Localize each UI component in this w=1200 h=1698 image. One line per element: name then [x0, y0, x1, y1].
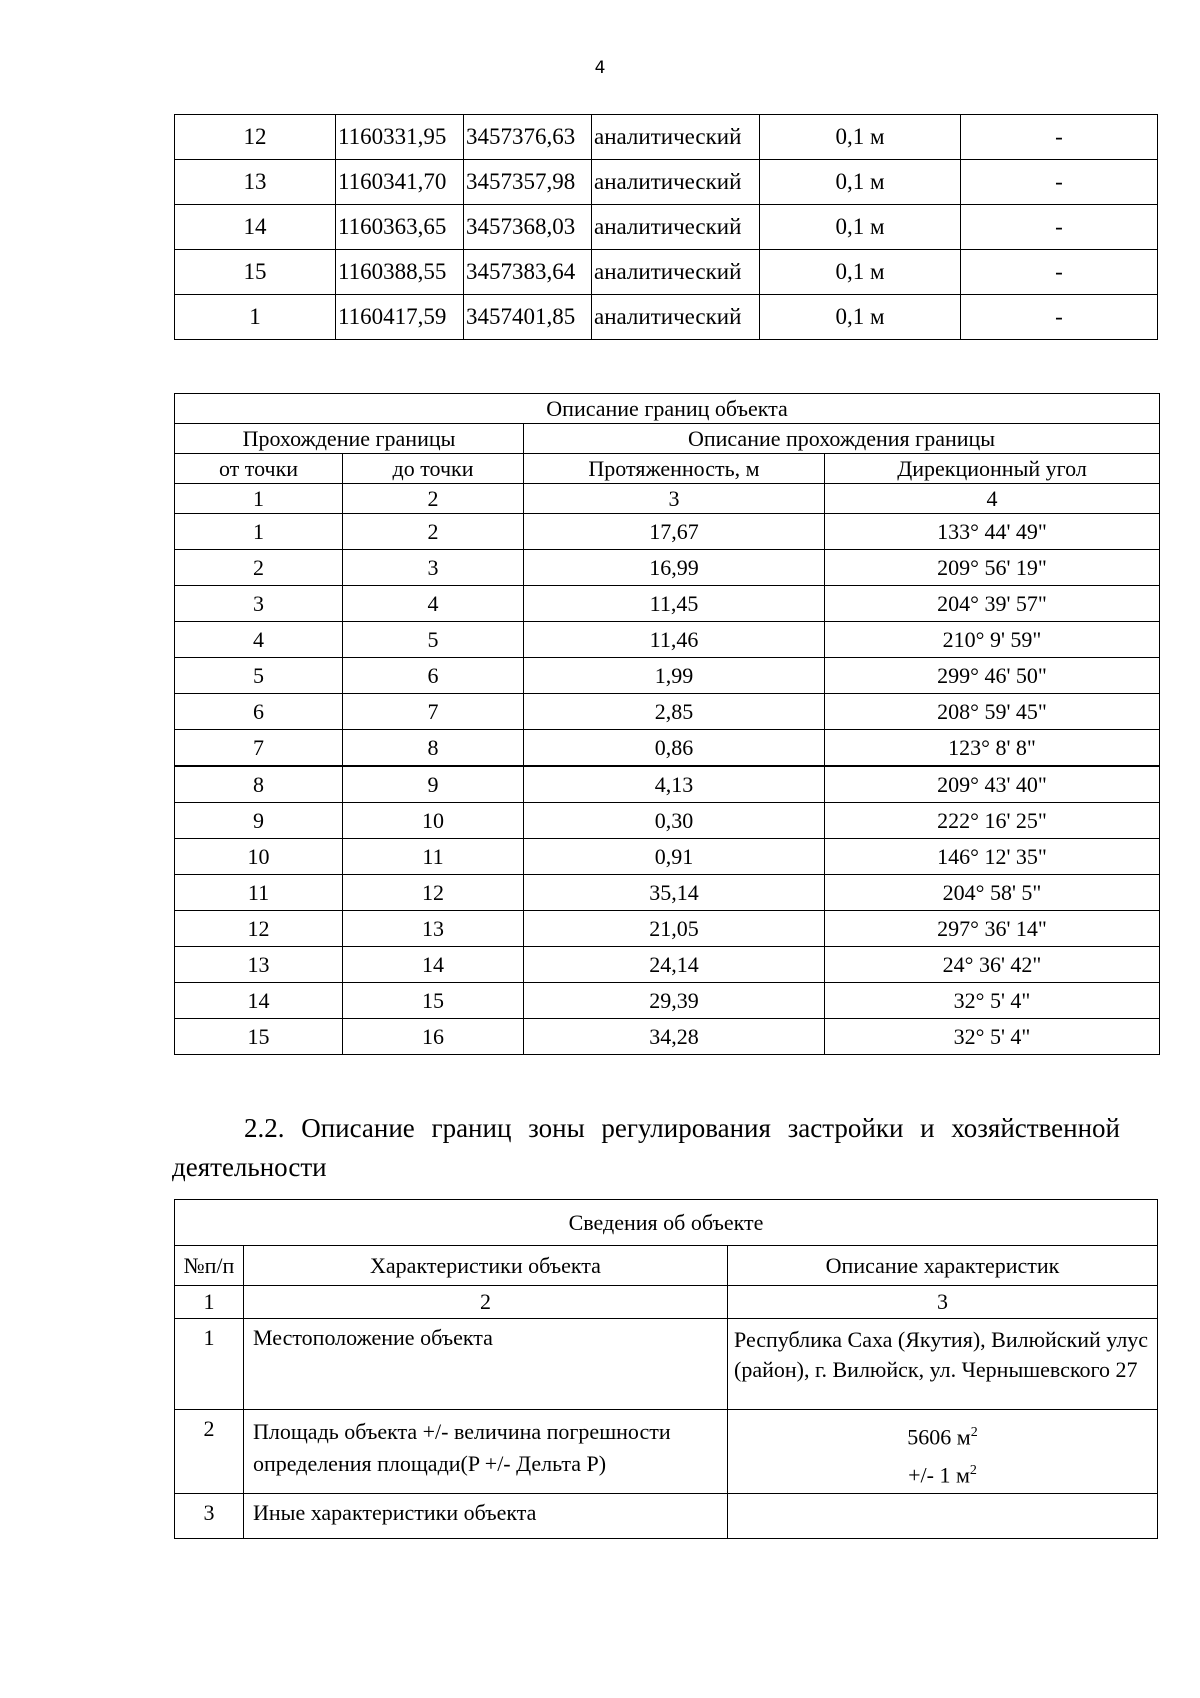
table-cell: 5 [175, 658, 343, 694]
col-from-header: от точки [175, 454, 343, 484]
table-cell: аналитический [592, 160, 760, 205]
boundaries-group-left: Прохождение границы [175, 424, 524, 454]
table-cell: аналитический [592, 295, 760, 340]
row-number: 2 [175, 1410, 244, 1494]
table-cell: 1160388,55 [336, 250, 464, 295]
table-cell: 10 [343, 803, 524, 839]
table-cell: 13 [175, 160, 336, 205]
table-row [175, 550, 1160, 586]
table-cell: - [961, 115, 1158, 160]
table-cell: 17,67 [524, 514, 825, 550]
col-angle-header: Дирекционный угол [825, 454, 1160, 484]
col-number: 1 [175, 484, 343, 514]
table-cell: 0,86 [524, 730, 825, 767]
table-cell: 7 [343, 694, 524, 730]
table-cell: 15 [175, 1019, 343, 1055]
object-info-table [174, 1199, 1158, 1539]
table-cell: 15 [175, 250, 336, 295]
col-number: 4 [825, 484, 1160, 514]
characteristic-label: Местоположение объекта [244, 1319, 728, 1410]
table-cell: 9 [175, 803, 343, 839]
table-cell: - [961, 295, 1158, 340]
page-number: 4 [594, 58, 606, 78]
table-cell: 8 [175, 766, 343, 803]
table-cell: 1160417,59 [336, 295, 464, 340]
table-cell: 133° 44' 49" [825, 514, 1160, 550]
area-description [728, 1410, 1158, 1494]
table-cell: 12 [343, 875, 524, 911]
table-cell: аналитический [592, 205, 760, 250]
col-number: 1 [175, 1286, 244, 1319]
table-cell: 24,14 [524, 947, 825, 983]
area-error: +/- 1 $м^2$ [908, 1462, 977, 1488]
table-row [175, 694, 1160, 730]
table-cell: 299° 46' 50" [825, 658, 1160, 694]
table-row [175, 622, 1160, 658]
table-cell: 9 [343, 766, 524, 803]
col-number: 3 [524, 484, 825, 514]
table-cell: 12 [175, 115, 336, 160]
table-cell: 15 [343, 983, 524, 1019]
section-heading-line2: деятельности [172, 1152, 327, 1182]
table-cell: 3 [343, 550, 524, 586]
table-cell: 222° 16' 25" [825, 803, 1160, 839]
boundaries-table-title: Описание границ объекта [175, 394, 1160, 424]
section-heading [172, 1109, 1120, 1187]
table-cell: 32° 5' 4" [825, 1019, 1160, 1055]
table-cell: 297° 36' 14" [825, 911, 1160, 947]
table-row [175, 586, 1160, 622]
table-row [175, 947, 1160, 983]
table-cell: 10 [175, 839, 343, 875]
table-cell: 0,30 [524, 803, 825, 839]
table-cell: 3457383,64 [464, 250, 592, 295]
table-cell: 4,13 [524, 766, 825, 803]
location-description: Республика Саха (Якутия), Вилюйский улус (район), г. Вилюйск, ул. Чернышевского 27 [728, 1319, 1158, 1410]
table-cell: 3457376,63 [464, 115, 592, 160]
table-cell: - [961, 205, 1158, 250]
table-cell: 1 [175, 514, 343, 550]
table-cell: 3 [175, 586, 343, 622]
table-cell: 210° 9' 59" [825, 622, 1160, 658]
col-to-header: до точки [343, 454, 524, 484]
table-cell: 1160341,70 [336, 160, 464, 205]
table-cell: 7 [175, 730, 343, 767]
table-cell: 2 [343, 514, 524, 550]
col-desc-header: Описание характеристик [728, 1246, 1158, 1286]
table-row [175, 205, 1158, 250]
col-char-header: Характеристики объекта [244, 1246, 728, 1286]
table-cell: 2 [175, 550, 343, 586]
table-row [175, 803, 1160, 839]
table-cell: - [961, 160, 1158, 205]
col-length-header: Протяженность, м [524, 454, 825, 484]
table-row [175, 115, 1158, 160]
table-cell: 1,99 [524, 658, 825, 694]
table-cell: 6 [343, 658, 524, 694]
table-cell: 208° 59' 45" [825, 694, 1160, 730]
table-cell: 3457401,85 [464, 295, 592, 340]
table-cell: 146° 12' 35" [825, 839, 1160, 875]
table-cell: 0,1 м [760, 205, 961, 250]
object-table-title: Сведения об объекте [175, 1200, 1158, 1246]
table-cell: 11 [175, 875, 343, 911]
table-cell: 16,99 [524, 550, 825, 586]
table-cell: 14 [343, 947, 524, 983]
other-description [728, 1493, 1158, 1538]
table-cell: 3457368,03 [464, 205, 592, 250]
table-cell: 1160331,95 [336, 115, 464, 160]
boundaries-group-right: Описание прохождения границы [524, 424, 1160, 454]
table-cell: 204° 58' 5" [825, 875, 1160, 911]
row-number: 3 [175, 1493, 244, 1538]
coordinates-table [174, 114, 1158, 340]
table-cell: 6 [175, 694, 343, 730]
table-cell: 16 [343, 1019, 524, 1055]
table-row [175, 658, 1160, 694]
table-row [175, 730, 1160, 767]
table-cell: 1 [175, 295, 336, 340]
table-row [175, 983, 1160, 1019]
table-cell: 2,85 [524, 694, 825, 730]
table-cell: аналитический [592, 115, 760, 160]
table-cell: 11,45 [524, 586, 825, 622]
table-cell: 12 [175, 911, 343, 947]
row-number: 1 [175, 1319, 244, 1410]
table-cell: 0,1 м [760, 250, 961, 295]
table-cell: 4 [175, 622, 343, 658]
table-cell: 35,14 [524, 875, 825, 911]
col-number: 2 [343, 484, 524, 514]
table-row [175, 875, 1160, 911]
col-number: 2 [244, 1286, 728, 1319]
table-row [175, 911, 1160, 947]
table-cell: 123° 8' 8" [825, 730, 1160, 767]
table-cell: 11 [343, 839, 524, 875]
table-cell: 14 [175, 983, 343, 1019]
table-cell: 13 [175, 947, 343, 983]
table-cell: 34,28 [524, 1019, 825, 1055]
area-value: 5606 $м^2$ [907, 1424, 978, 1450]
table-cell: 32° 5' 4" [825, 983, 1160, 1019]
table-cell: 0,1 м [760, 295, 961, 340]
characteristic-label: Иные характеристики объекта [244, 1493, 728, 1538]
col-number: 3 [728, 1286, 1158, 1319]
boundaries-table [174, 393, 1160, 1055]
table-row [175, 514, 1160, 550]
table-row [175, 160, 1158, 205]
table-row [175, 839, 1160, 875]
table-cell: 13 [343, 911, 524, 947]
table-cell: 4 [343, 586, 524, 622]
table-cell: - [961, 250, 1158, 295]
table-cell: 209° 56' 19" [825, 550, 1160, 586]
table-cell: 209° 43' 40" [825, 766, 1160, 803]
table-row [175, 250, 1158, 295]
table-cell: 11,46 [524, 622, 825, 658]
table-cell: 14 [175, 205, 336, 250]
table-cell: 3457357,98 [464, 160, 592, 205]
table-row [175, 295, 1158, 340]
section-heading-line1: 2.2. Описание границ зоны регулирования застройки и хозяйственной [244, 1113, 1120, 1143]
table-cell: 5 [343, 622, 524, 658]
table-cell: 24° 36' 42" [825, 947, 1160, 983]
table-cell: аналитический [592, 250, 760, 295]
table-cell: 21,05 [524, 911, 825, 947]
table-row [175, 766, 1160, 803]
table-cell: 204° 39' 57" [825, 586, 1160, 622]
table-cell: 0,1 м [760, 115, 961, 160]
table-cell: 8 [343, 730, 524, 767]
characteristic-label: Площадь объекта +/- величина погрешности определения площади(P +/- Дельта P) [244, 1410, 728, 1494]
table-cell: 1160363,65 [336, 205, 464, 250]
col-num-header: №п/п [175, 1246, 244, 1286]
table-cell: 0,1 м [760, 160, 961, 205]
table-row [175, 1019, 1160, 1055]
table-cell: 0,91 [524, 839, 825, 875]
table-cell: 29,39 [524, 983, 825, 1019]
